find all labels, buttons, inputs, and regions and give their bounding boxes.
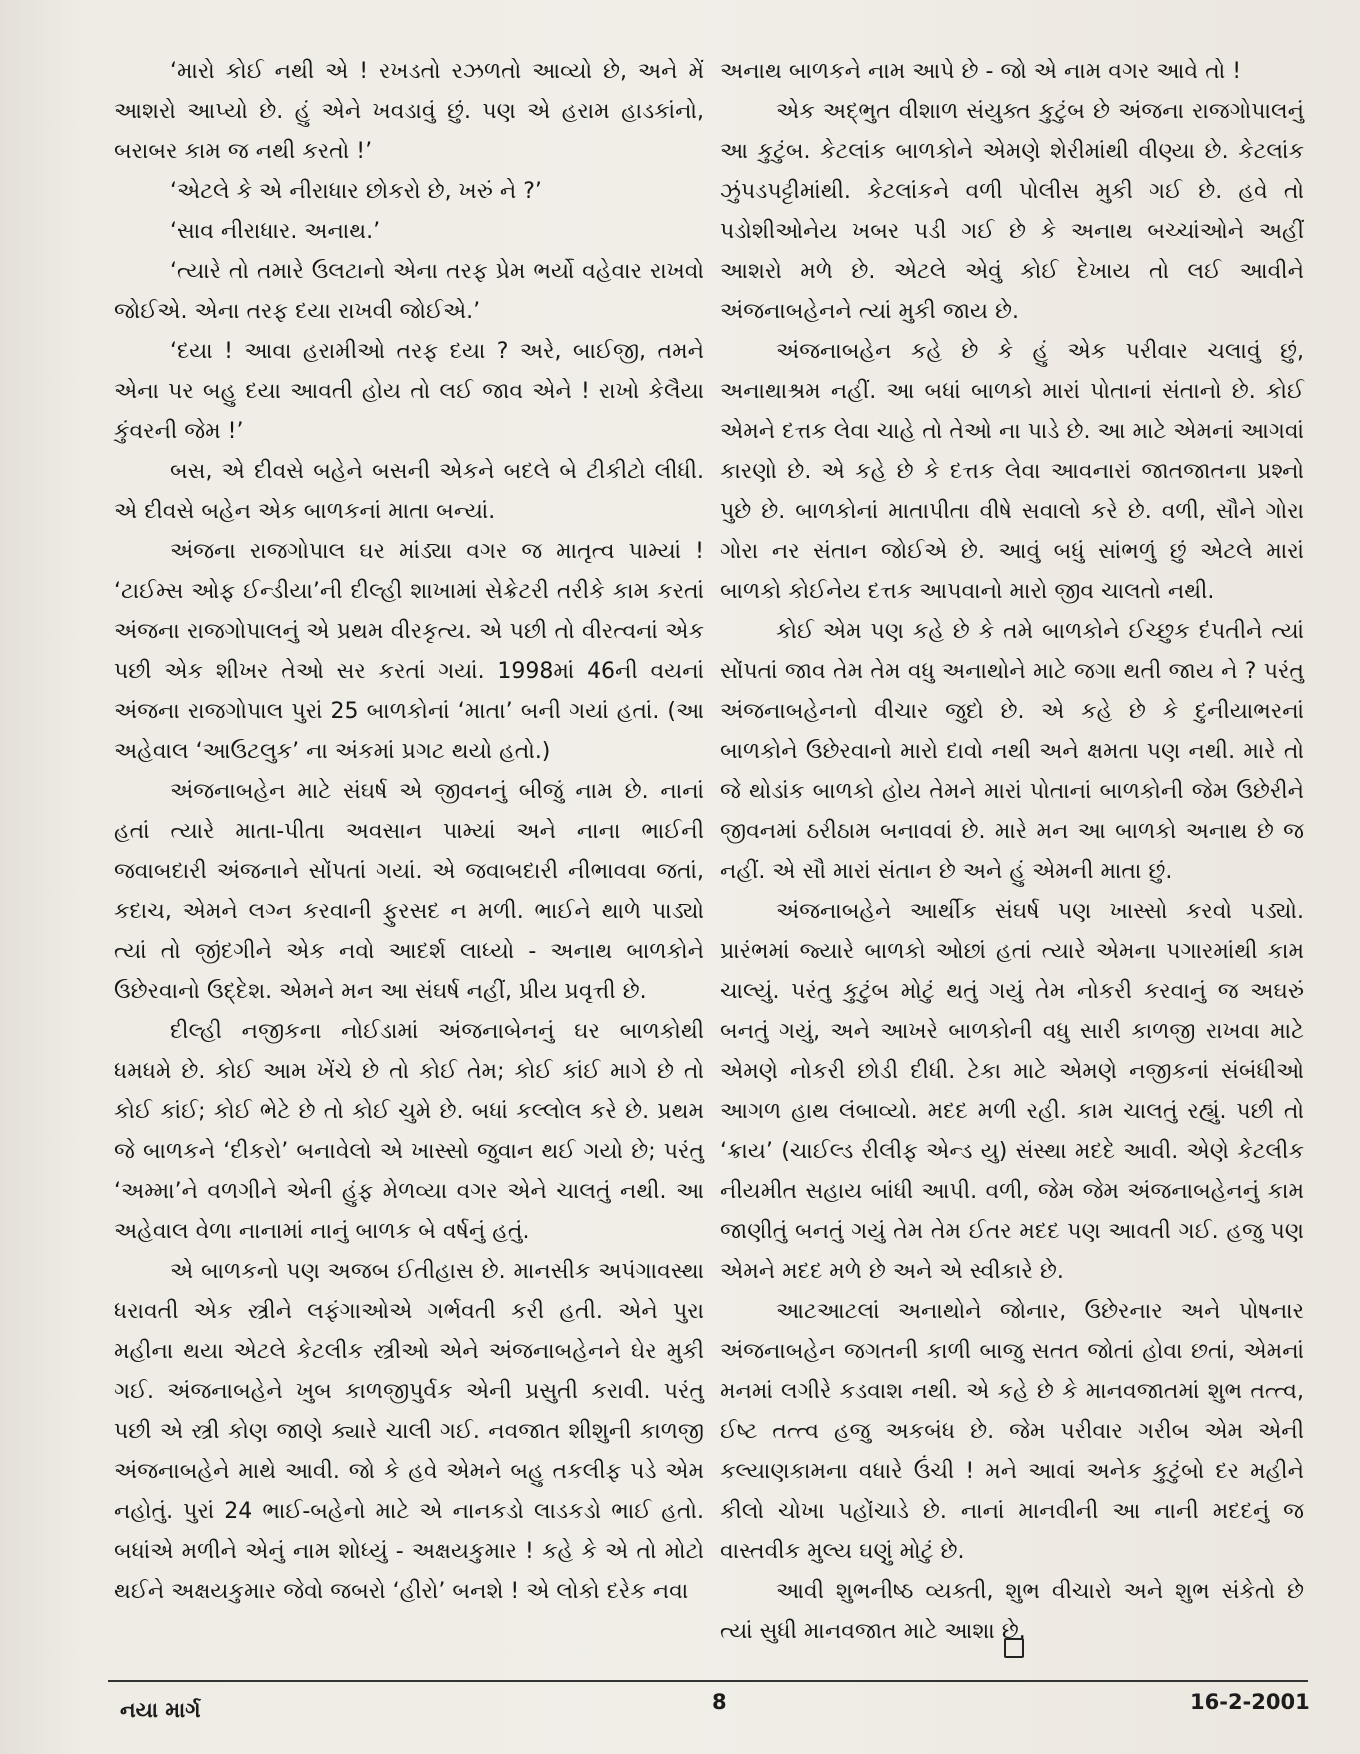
paragraph: આવી શુભનીષ્ઠ વ્યક્તી, શુભ વીચારો અને શુભ સંકેતો છે ત્યાં સુધી માનવજાત માટે આશા છે. <box>720 1579 1304 1644</box>
paragraph: બસ, એ દીવસે બહેને બસની એકને બદલે બે ટીકીટો લીધી. એ દીવસે બહેન એક બાળકનાં માતા બન્યાં. <box>114 459 704 524</box>
paragraph: ‘મારો કોઈ નથી એ ! રખડતો રઝળતો આવ્યો છે, અને મેં આશરો આપ્યો છે. હું એને ખવડાવું છું. પણ એ હરામ હાડકાંનો, બરાબર કામ જ નથી કરતો !’ <box>114 59 704 164</box>
page-footer <box>0 1690 1360 1730</box>
paragraph: અંજના રાજગોપાલ ઘર માંડ્યા વગર જ માતૃત્વ પામ્યાં ! ‘ટાઈમ્સ ઓફ ઈન્ડીયા’ની દીલ્હી શાખામાં સેક્રેટરી તરીકે કામ કરતાં અંજના રાજગોપાલનું એ પ્રથમ વીરકૃત્ય. એ પછી તો વીરત્વનાં એક પછી એક શીખર તેઓ સર કરતાં ગયાં. 1998માં 46ની વયનાં અંજના રાજગોપાલ પુરાં 25 બાળકોનાં ‘માતા’ બની ગયાં હતાં. (આ અહેવાલ ‘આઉટલુક’ ના અંકમાં પ્રગટ થયો હતો.) <box>114 539 704 764</box>
paragraph: આટઆટલાં અનાથોને જોનાર, ઉછેરનાર અને પોષનાર અંજનાબહેન જગતની કાળી બાજુ સતત જોતાં હોવા છતાં, એમનાં મનમાં લગીરે કડવાશ નથી. એ કહે છે કે માનવજાતમાં શુભ તત્ત્વ, ઈષ્ટ તત્ત્વ હજુ અકબંધ છે. જેમ પરીવાર ગરીબ એમ એની કલ્યાણકામના વધારે ઉંચી ! મને આવાં અનેક કુટુંબો દર મહીને કીલો ચોખા પહોંચાડે છે. નાનાં માનવીની આ નાની મદદનું જ વાસ્તવીક મુલ્ય ઘણું મોટું છે. <box>720 1299 1304 1564</box>
magazine-name: નયા માર્ગ <box>120 1698 201 1722</box>
paragraph: એક અદ્ભુત વીશાળ સંયુક્ત કુટુંબ છે અંજના રાજગોપાલનું આ કુટુંબ. કેટલાંક બાળકોને એમણે શેરીમાંથી વીણ્યા છે. કેટલાંક ઝુંપડપટ્ટીમાંથી. કેટલાંકને વળી પોલીસ મુકી ગઈ છે. હવે તો પડોશીઓનેય ખબર પડી ગઈ છે કે અનાથ બચ્ચાંઓને અહીં આશરો મળે છે. એટલે એવું કોઈ દેખાય તો લઈ આવીને અંજનાબહેનને ત્યાં મુકી જાય છે. <box>720 99 1304 324</box>
paragraph: ‘દયા ! આવા હરામીઓ તરફ દયા ? અરે, બાઈજી, તમને એના પર બહુ દયા આવતી હોય તો લઈ જાવ એને ! રાખો કેલૈયા કુંવરની જેમ !’ <box>114 339 704 444</box>
paragraph: ‘એટલે કે એ નીરાધાર છોકરો છે, ખરું ને ?’ <box>170 179 542 204</box>
end-of-article-icon <box>1004 1638 1024 1658</box>
paragraph: અંજનાબહેન માટે સંઘર્ષ એ જીવનનું બીજું નામ છે. નાનાં હતાં ત્યારે માતા-પીતા અવસાન પામ્યાં અને નાના ભાઈની જવાબદારી અંજનાને સોંપતાં ગયાં. એ જવાબદારી નીભાવવા જતાં, કદાચ, એમને લગ્ન કરવાની ફુરસદ ન મળી. ભાઈને થાળે પાડ્યો ત્યાં તો જીંદગીને એક નવો આદર્શ લાધ્યો - અનાથ બાળકોને ઉછેરવાનો ઉદ્દેશ. એમને મન આ સંઘર્ષ નહીં, પ્રીય પ્રવૃત્તી છે. <box>114 779 704 1004</box>
paragraph: કોઈ એમ પણ કહે છે કે તમે બાળકોને ઈચ્છુક દંપતીને ત્યાં સોંપતાં જાવ તેમ તેમ વધુ અનાથોને માટે જગા થતી જાય ને ? પરંતુ અંજનાબહેનનો વીચાર જુદો છે. એ કહે છે કે દુનીયાભરનાં બાળકોને ઉછેરવાનો મારો દાવો નથી અને ક્ષમતા પણ નથી. મારે તો જે થોડાંક બાળકો હોય તેમને મારાં પોતાનાં બાળકોની જેમ ઉછેરીને જીવનમાં ઠરીઠામ બનાવવાં છે. મારે મન આ બાળકો અનાથ છે જ નહીં. એ સૌ મારાં સંતાન છે અને હું એમની માતા છું. <box>720 619 1304 884</box>
paragraph: અનાથ બાળકને નામ આપે છે - જો એ નામ વગર આવે તો ! <box>720 59 1242 84</box>
paragraph: દીલ્હી નજીકના નોઈડામાં અંજનાબેનનું ઘર બાળકોથી ધમધમે છે. કોઈ આમ ખેંચે છે તો કોઈ તેમ; કોઈ કાંઈ માગે છે તો કોઈ કાંઈ; કોઈ ભેટે છે તો કોઈ ચુમે છે. બધાં કલ્લોલ કરે છે. પ્રથમ જે બાળકને ‘દીકરો’ બનાવેલો એ ખાસ્સો જુવાન થઈ ગયો છે; પરંતુ ‘અમ્મા’ને વળગીને એની હુંફ મેળવ્યા વગર એને ચાલતું નથી. આ અહેવાલ વેળા નાનામાં નાનું બાળક બે વર્ષનું હતું. <box>114 1019 704 1244</box>
page-number: 8 <box>712 1690 727 1714</box>
paragraph: અંજનાબહેન કહે છે કે હું એક પરીવાર ચલાવું છું, અનાથાશ્રમ નહીં. આ બધાં બાળકો મારાં પોતાનાં સંતાનો છે. કોઈ એમને દત્તક લેવા ચાહે તો તેઓ ના પાડે છે. આ માટે એમનાં આગવાં કારણો છે. એ કહે છે કે દત્તક લેવા આવનારાં જાતજાતના પ્રશ્નો પુછે છે. બાળકોનાં માતાપીતા વીષે સવાલો કરે છે. વળી, સૌને ગોરા ગોરા નર સંતાન જોઈએ છે. આવું બધું સાંભળું છું એટલે મારાં બાળકો કોઈનેય દત્તક આપવાનો મારો જીવ ચાલતો નથી. <box>720 339 1304 604</box>
footer-divider <box>108 1680 1308 1682</box>
paragraph: ‘ત્યારે તો તમારે ઉલટાનો એના તરફ પ્રેમ ભર્યો વહેવાર રાખવો જોઈએ. એના તરફ દયા રાખવી જોઈએ.’ <box>114 259 704 324</box>
paragraph: ‘સાવ નીરાધાર. અનાથ.’ <box>170 219 381 244</box>
paragraph: અંજનાબહેને આર્થીક સંઘર્ષ પણ ખાસ્સો કરવો પડ્યો. પ્રારંભમાં જ્યારે બાળકો ઓછાં હતાં ત્યારે એમના પગારમાંથી કામ ચાલ્યું. પરંતુ કુટુંબ મોટું થતું ગયું તેમ નોકરી કરવાનું જ અઘરું બનતું ગયું, અને આખરે બાળકોની વધુ સારી કાળજી રાખવા માટે એમણે નોકરી છોડી દીધી. ટેકા માટે એમણે નજીકનાં સંબંધીઓ આગળ હાથ લંબાવ્યો. મદદ મળી રહી. કામ ચાલતું રહ્યું. પછી તો ‘ક્રાય’ (ચાઈલ્ડ રીલીફ એન્ડ યુ) સંસ્થા મદદે આવી. એણે કેટલીક નીયમીત સહાય બાંધી આપી. વળી, જેમ જેમ અંજનાબહેનનું કામ જાણીતું બનતું ગયું તેમ તેમ ઈતર મદદ પણ આવતી ગઈ. હજુ પણ એમને મદદ મળે છે અને એ સ્વીકારે છે. <box>720 899 1304 1284</box>
paragraph: એ બાળકનો પણ અજબ ઈતીહાસ છે. માનસીક અપંગાવસ્થા ધરાવતી એક સ્ત્રીને લફંગાઓએ ગર્ભવતી કરી હતી. એને પુરા મહીના થયા એટલે કેટલીક સ્ત્રીઓ એને અંજનાબહેનને ઘેર મુકી ગઈ. અંજનાબહેને ખુબ કાળજીપુર્વક એની પ્રસુતી કરાવી. પરંતુ પછી એ સ્ત્રી કોણ જાણે ક્યારે ચાલી ગઈ. નવજાત શીશુની કાળજી અંજનાબહેને માથે આવી. જો કે હવે એમને બહુ તકલીફ પડે એમ નહોતું. પુરાં 24 ભાઈ-બહેનો માટે એ નાનકડો લાડકડો ભાઈ હતો. બધાંએ મળીને એનું નામ શોધ્યું - અક્ષયકુમાર ! કહે કે એ તો મોટો થઈને અક્ષયકુમાર જેવો જબરો ‘હીરો’ બનશે ! એ લોકો દરેક નવા <box>114 1259 704 1604</box>
issue-date: 16-2-2001 <box>1190 1690 1310 1714</box>
left-column <box>114 52 704 1612</box>
right-column <box>720 52 1304 1652</box>
